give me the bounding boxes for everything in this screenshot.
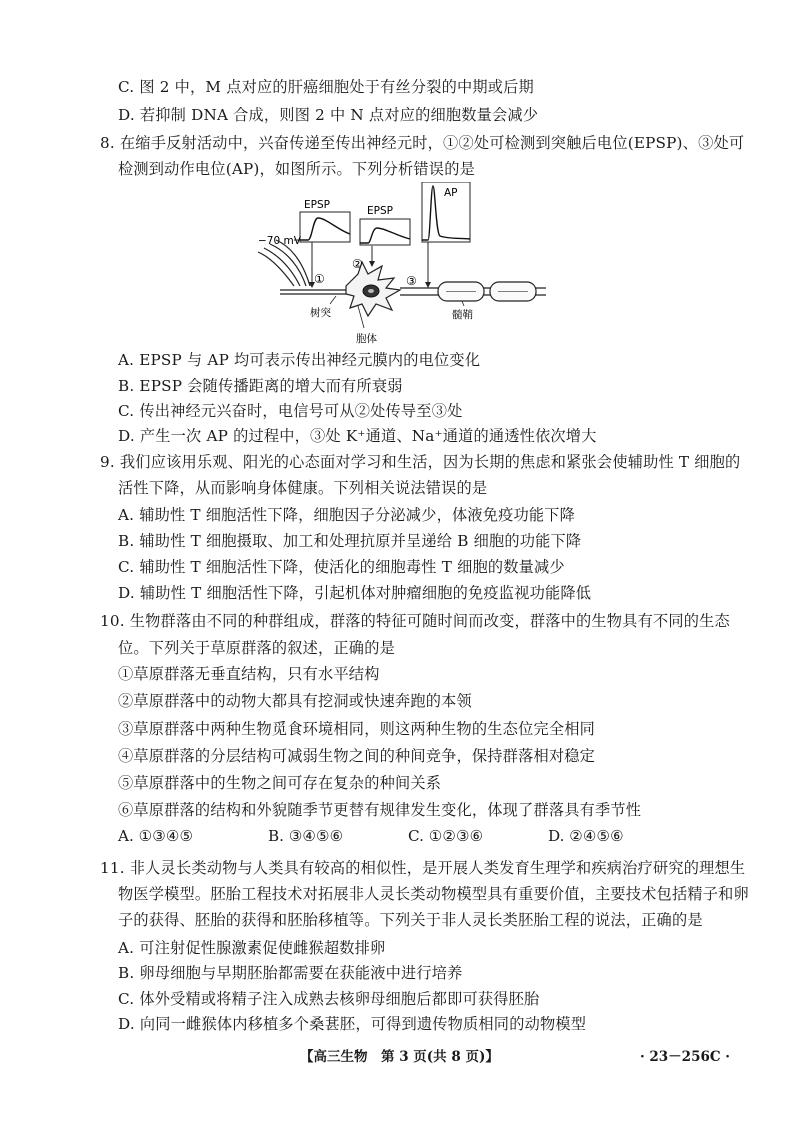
q9-option-a: A. 辅助性 T 细胞活性下降，细胞因子分泌减少，体液免疫功能下降 <box>118 506 576 524</box>
epsp-graph-2 <box>360 205 410 245</box>
voltage-label: −70 mV <box>258 235 301 247</box>
ap-label: AP <box>444 187 458 199</box>
epsp-label-1: EPSP <box>304 199 330 211</box>
q10-stem-line1: 10. 生物群落由不同的种群组成，群落的特征可随时间而改变，群落中的生物具有不同的生态 <box>100 612 730 630</box>
q10-choice-c: C. ①②③⑥ <box>408 827 484 845</box>
q8-option-c: C. 传出神经元兴奋时，电信号可从②处传导至③处 <box>118 402 463 420</box>
epsp-label-2: EPSP <box>367 205 393 217</box>
q10-item-6: ⑥草原群落的结构和外貌随季节更替有规律发生变化，体现了群落具有季节性 <box>118 801 642 819</box>
q8-stem-line1: 8. 在缩手反射活动中，兴奋传递至传出神经元时，①②处可检测到突触后电位(EPSP)、③处可 <box>100 134 745 152</box>
q7-option-c: C. 图 2 中，M 点对应的肝癌细胞处于有丝分裂的中期或后期 <box>118 78 534 96</box>
q9-stem-line2: 活性下降，从而影响身体健康。下列相关说法错误的是 <box>118 479 488 497</box>
q10-item-4: ④草原群落的分层结构可减弱生物之间的种间竞争，保持群落相对稳定 <box>118 747 596 765</box>
q8-option-b: B. EPSP 会随传播距离的增大而有所衰弱 <box>118 377 403 395</box>
q11-option-a: A. 可注射促性腺激素促使雌猴超数排卵 <box>118 939 386 957</box>
ap-graph <box>422 182 470 242</box>
q7-option-d: D. 若抑制 DNA 合成，则图 2 中 N 点对应的细胞数量会减少 <box>118 106 539 124</box>
q11-option-c: C. 体外受精或将精子注入成熟去核卵母细胞后都即可获得胚胎 <box>118 990 540 1008</box>
q8-stem-line2: 检测到动作电位(AP)，如图所示。下列分析错误的是 <box>118 160 475 178</box>
q9-option-c: C. 辅助性 T 细胞活性下降，使活化的细胞毒性 T 细胞的数量减少 <box>118 558 565 576</box>
q10-choice-b: B. ③④⑤⑥ <box>268 827 344 845</box>
q10-stem-line2: 位。下列关于草原群落的叙述，正确的是 <box>118 639 395 657</box>
q11-option-d: D. 向同一雌猴体内移植多个桑葚胚，可得到遗传物质相同的动物模型 <box>118 1015 587 1033</box>
q10-item-2: ②草原群落中的动物大都具有挖洞或快速奔跑的本领 <box>118 692 472 710</box>
q8-option-d: D. 产生一次 AP 的过程中，③处 K⁺通道、Na⁺通道的通透性依次增大 <box>118 427 597 445</box>
q11-stem-line3: 子的获得、胚胎的获得和胚胎移植等。下列关于非人灵长类胚胎工程的说法，正确的是 <box>118 911 703 929</box>
q10-choice-a: A. ①③④⑤ <box>118 827 194 845</box>
q11-stem-line2: 物医学模型。胚胎工程技术对拓展非人灵长类动物模型具有重要价值，主要技术包括精子和卵 <box>118 885 749 903</box>
q11-option-b: B. 卵母细胞与早期胚胎都需要在获能液中进行培养 <box>118 964 463 982</box>
q11-stem-line1: 11. 非人灵长类动物与人类具有较高的相似性，是开展人类发育生理学和疾病治疗研究的理想生 <box>100 859 746 877</box>
footer-page-label: 【高三生物 第 3 页(共 8 页)】 <box>300 1049 499 1065</box>
q8-option-a: A. EPSP 与 AP 均可表示传出神经元膜内的电位变化 <box>118 351 481 369</box>
myelin-label: 髓鞘 <box>452 309 473 321</box>
q9-stem-line1: 9. 我们应该用乐观、阳光的心态面对学习和生活，因为长期的焦虑和紧张会使辅助性 T 细胞的 <box>100 453 741 471</box>
q10-item-3: ③草原群落中两种生物觅食环境相同，则这两种生物的生态位完全相同 <box>118 720 596 738</box>
soma-label: 胞体 <box>356 333 377 345</box>
q10-choice-d: D. ②④⑤⑥ <box>548 827 624 845</box>
dendrite-label: 树突 <box>310 307 331 319</box>
q10-choices <box>118 827 738 849</box>
marker-3: ③ <box>406 274 417 288</box>
q9-option-d: D. 辅助性 T 细胞活性下降，引起机体对肿瘤细胞的免疫监视功能降低 <box>118 584 592 602</box>
footer-code: · 23－256C · <box>640 1049 731 1065</box>
q9-option-b: B. 辅助性 T 细胞摄取、加工和处理抗原并呈递给 B 细胞的功能下降 <box>118 532 582 550</box>
marker-1: ① <box>314 272 325 286</box>
neuron-figure <box>250 182 550 350</box>
q10-item-1: ①草原群落无垂直结构，只有水平结构 <box>118 665 380 683</box>
marker-2: ② <box>352 257 363 271</box>
epsp-graph-1 <box>300 199 350 242</box>
q10-item-5: ⑤草原群落中的生物之间可存在复杂的种间关系 <box>118 774 442 792</box>
